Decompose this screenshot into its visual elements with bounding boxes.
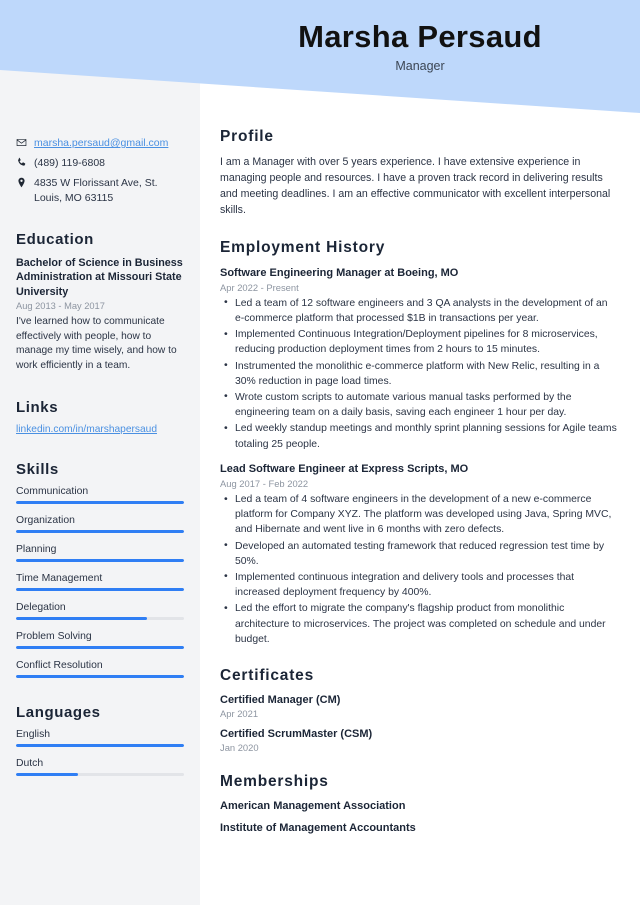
contact-row	[16, 176, 184, 204]
skill-bar-fill	[16, 501, 184, 504]
languages-heading: Languages	[16, 704, 101, 722]
skill-bar-fill	[16, 646, 184, 649]
membership-item: Institute of Management Accountants	[220, 821, 416, 834]
skill-bar-track	[16, 530, 184, 533]
link-item	[16, 424, 184, 435]
employment-bullet-list	[220, 296, 618, 452]
education-degree: Bachelor of Science in Business Administration at Missouri State University	[16, 256, 183, 298]
contact-list	[16, 136, 184, 205]
linkedin-link[interactable]: linkedin.com/in/marshapersaud	[16, 424, 157, 436]
skill-item	[16, 602, 184, 620]
employment-bullet: • Led the effort to migrate the company's flagship product from monolithic architecture to microservices. The project was completed on schedule and under budget.	[220, 601, 618, 647]
skill-bar-track	[16, 501, 184, 504]
skill-bar-track	[16, 588, 184, 591]
skill-bar-fill	[16, 530, 184, 533]
employment-title: Software Engineering Manager at Boeing, MO	[220, 266, 459, 279]
employment-entry	[220, 266, 618, 452]
skill-label: Conflict Resolution	[16, 660, 103, 672]
certificate-entry	[220, 728, 618, 753]
envelope-icon	[16, 136, 34, 148]
employment-date: Apr 2022 - Present	[220, 281, 299, 293]
employment-title: Lead Software Engineer at Express Scripts, MO	[220, 462, 469, 475]
employment-bullet: • Led a team of 12 software engineers and 3 QA analysts in the development of an e-commerce platform that processed $1B in transactions per year.	[220, 296, 618, 326]
skill-label: Delegation	[16, 602, 66, 614]
memberships-section	[220, 773, 618, 834]
certificates-list	[220, 694, 618, 753]
skill-label: Time Management	[16, 573, 103, 585]
employment-bullet: • Led weekly standup meetings and monthly sprint planning sessions for Agile teams totaling 25 people.	[220, 421, 618, 451]
skill-item	[16, 515, 184, 533]
skill-item	[16, 631, 184, 649]
language-bar-fill	[16, 744, 184, 747]
memberships-heading: Memberships	[220, 772, 329, 790]
skill-label: Problem Solving	[16, 631, 92, 643]
employment-bullet: • Developed an automated testing framework that reduced regression test time by 50%.	[220, 539, 618, 569]
candidate-name: Marsha Persaud	[298, 19, 542, 54]
phone-icon	[16, 156, 34, 168]
employment-bullet: • Wrote custom scripts to automate various manual tasks performed by the engineering team on a daily basis, saving each engineer 1 hour per day.	[220, 390, 618, 420]
sidebar	[0, 0, 200, 905]
language-item	[16, 729, 184, 747]
employment-entry	[220, 462, 618, 647]
contact-row	[16, 156, 184, 170]
certificate-entry	[220, 694, 618, 719]
language-item	[16, 758, 184, 776]
contact-value: (489) 119-6808	[34, 157, 106, 170]
profile-text: I am a Manager with over 5 years experience. I have extensive experience in managing people and resources. I have a proven track record in delivering results and meeting deadlines. I am an effective communicator with excellent interpersonal skills.	[220, 156, 611, 216]
skill-label: Organization	[16, 515, 75, 527]
employment-bullet: • Instrumented the monolithic e-commerce platform with New Relic, resulting in a 30% reduction in page load times.	[220, 359, 618, 389]
skills-heading: Skills	[16, 461, 59, 479]
language-label: Dutch	[16, 758, 44, 770]
education-heading: Education	[16, 230, 94, 248]
skill-bar-fill	[16, 675, 184, 678]
languages-list	[16, 729, 184, 776]
language-bar-fill	[16, 773, 78, 776]
education-date: Aug 2013 - May 2017	[16, 301, 105, 312]
contact-email-link[interactable]: marsha.persaud@gmail.com	[34, 137, 169, 149]
employment-section	[220, 239, 618, 647]
employment-bullet: • Implemented continuous integration and delivery tools and processes that increased deployment frequency by 400%.	[220, 570, 618, 600]
skill-bar-fill	[16, 588, 184, 591]
employment-bullet: • Led a team of 4 software engineers in the development of a new e-commerce platform for Company XYZ. The platform was developed using Java, Spring MVC, and Hibernate and went live in 6 months with zero defects.	[220, 492, 618, 538]
skill-item	[16, 486, 184, 504]
skill-bar-fill	[16, 559, 184, 562]
language-bar-track	[16, 773, 184, 776]
skill-bar-fill	[16, 617, 147, 620]
employment-date: Aug 2017 - Feb 2022	[220, 478, 309, 490]
language-bar-track	[16, 744, 184, 747]
certificate-title: Certified Manager (CM)	[220, 693, 341, 706]
skill-bar-track	[16, 617, 184, 620]
certificate-date: Apr 2021	[220, 707, 259, 719]
membership-item: American Management Association	[220, 799, 406, 812]
contact-row[interactable]	[16, 136, 184, 150]
contact-value: 4835 W Florissant Ave, St. Louis, MO 63115	[34, 177, 158, 204]
links-heading: Links	[16, 399, 59, 417]
skill-bar-track	[16, 646, 184, 649]
links-list	[16, 424, 184, 435]
profile-heading: Profile	[220, 128, 274, 145]
certificate-title: Certified ScrumMaster (CSM)	[220, 727, 373, 740]
certificates-heading: Certificates	[220, 666, 315, 684]
education-description: I've learned how to communicate effectively with people, how to manage my time wisely, and how to work efficiently in a team.	[16, 316, 177, 371]
employment-heading: Employment History	[220, 238, 386, 256]
skill-item	[16, 660, 184, 678]
candidate-job-title: Manager	[395, 59, 445, 74]
certificate-date: Jan 2020	[220, 741, 259, 753]
certificates-section	[220, 667, 618, 753]
employment-bullet: • Implemented Continuous Integration/Deployment pipelines for 8 microservices, reducing production deployment times from 2 hours to 15 minutes.	[220, 327, 618, 357]
skills-list	[16, 486, 184, 678]
education-entry	[16, 256, 184, 374]
employment-list	[220, 266, 618, 647]
location-pin-icon	[16, 176, 34, 188]
skill-bar-track	[16, 559, 184, 562]
language-label: English	[16, 729, 51, 741]
memberships-list	[220, 800, 618, 834]
skill-label: Communication	[16, 486, 89, 498]
profile-section	[220, 128, 618, 219]
skill-item	[16, 544, 184, 562]
main-column	[200, 0, 640, 854]
skill-bar-track	[16, 675, 184, 678]
skill-item	[16, 573, 184, 591]
skill-label: Planning	[16, 544, 57, 556]
employment-bullet-list	[220, 492, 618, 647]
